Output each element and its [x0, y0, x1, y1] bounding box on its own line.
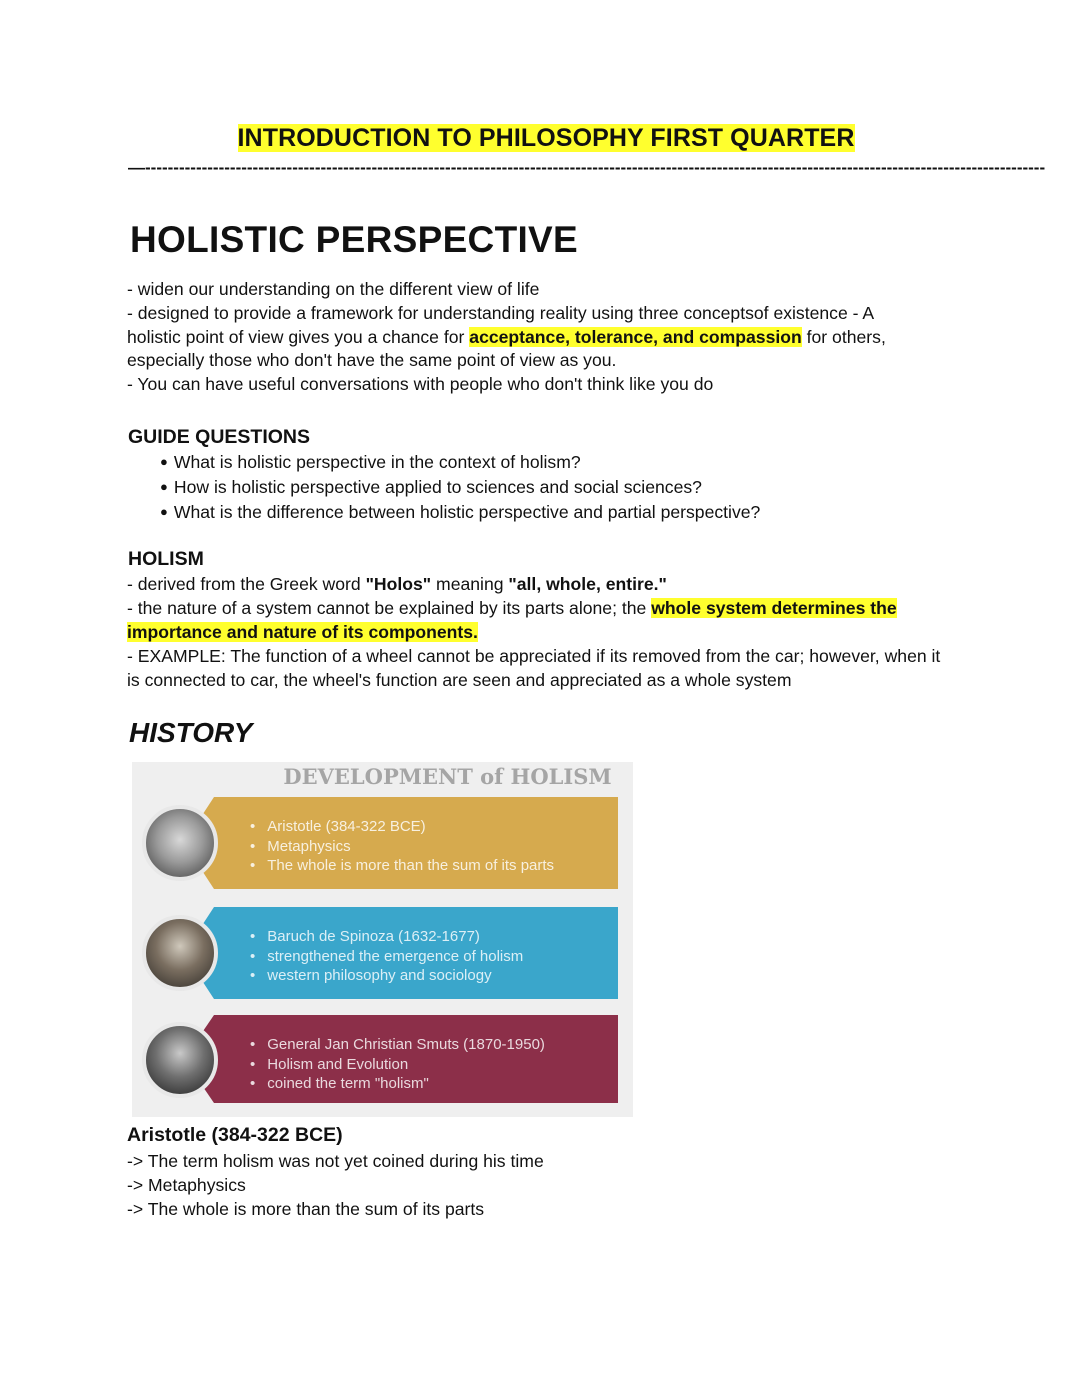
document-title: INTRODUCTION TO PHILOSOPHY FIRST QUARTER	[237, 124, 855, 152]
text-line: -> Metaphysics	[127, 1174, 246, 1195]
band-item: • Metaphysics	[250, 837, 554, 857]
band-item: • Baruch de Spinoza (1632-1677)	[250, 927, 523, 947]
band-item: • strengthened the emergence of holism	[250, 947, 523, 967]
band-item: • Aristotle (384-322 BCE)	[250, 817, 554, 837]
text-line: holistic point of view gives you a chance for acceptance, tolerance, and compassion for others,	[127, 326, 886, 347]
text-line	[127, 621, 967, 645]
band-item: • coined the term "holism"	[250, 1074, 545, 1094]
band-item: • Holism and Evolution	[250, 1055, 545, 1075]
band-smuts	[214, 1015, 618, 1103]
list-item: ● What is holistic perspective in the context of holism?	[160, 451, 760, 476]
highlighted-text: importance and nature of its components.	[127, 621, 478, 642]
text-line: - derived from the Greek word "Holos" meaning "all, whole, entire."	[127, 574, 667, 594]
heading-history: HISTORY	[129, 717, 253, 748]
band-item: • western philosophy and sociology	[250, 966, 523, 986]
list-item: ● What is the difference between holistic perspective and partial perspective?	[160, 501, 760, 526]
band-item: • The whole is more than the sum of its parts	[250, 856, 554, 876]
band-item: • General Jan Christian Smuts (1870-1950)	[250, 1035, 545, 1055]
guide-questions-list	[160, 451, 760, 525]
spinoza-portrait	[142, 915, 218, 991]
development-of-holism-image	[132, 762, 633, 1117]
highlighted-text: whole system determines the	[651, 597, 897, 618]
heading-aristotle: Aristotle (384-322 BCE)	[127, 1124, 343, 1146]
heading-holistic-perspective: HOLISTIC PERSPECTIVE	[130, 219, 579, 260]
text-line: -> The term holism was not yet coined during his time	[127, 1151, 544, 1171]
heading-holism: HOLISM	[128, 548, 204, 570]
text-line: is connected to car, the wheel's function are seen and appreciated as a whole system	[127, 670, 792, 691]
aristotle-portrait	[142, 805, 218, 881]
horizontal-rule: —---------------------------------------------------------------------------------------------------------------------------------------------------------------	[128, 158, 1046, 177]
aristotle-paragraph	[127, 1150, 967, 1221]
holistic-paragraph	[127, 278, 967, 397]
list-item: ● How is holistic perspective applied to sciences and social sciences?	[160, 476, 760, 501]
band-aristotle	[214, 797, 618, 889]
text-line: - You can have useful conversations with people who don't think like you do	[127, 374, 714, 395]
holism-paragraph	[127, 573, 967, 693]
text-line: -> The whole is more than the sum of its parts	[127, 1198, 485, 1219]
smuts-portrait	[142, 1022, 218, 1098]
highlighted-text: acceptance, tolerance, and compassion	[469, 326, 802, 347]
text-line: - widen our understanding on the different view of life	[127, 279, 540, 299]
text-line: - designed to provide a framework for understanding reality using three conceptsof existence - A	[127, 302, 875, 323]
text-line: - EXAMPLE: The function of a wheel cannot be appreciated if its removed from the car; however, when it	[127, 646, 941, 667]
image-title: DEVELOPMENT of HOLISM	[283, 764, 612, 789]
band-spinoza	[214, 907, 618, 999]
heading-guide-questions: GUIDE QUESTIONS	[128, 426, 311, 448]
text-line: - the nature of a system cannot be explained by its parts alone; the whole system determines the	[127, 597, 897, 618]
text-line: especially those who don't have the same point of view as you.	[127, 350, 617, 371]
